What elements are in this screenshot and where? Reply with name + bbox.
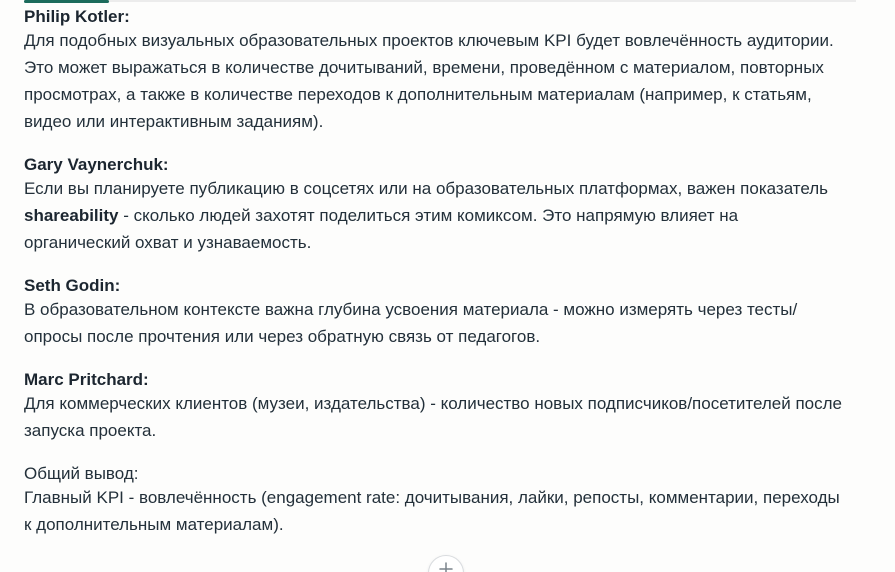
speaker-name: Marc Pritchard: bbox=[24, 370, 149, 389]
text-segment: - сколько людей захотят поделиться этим комиксом. Это напрямую влияет на органический охват и узнаваемость. bbox=[24, 206, 739, 252]
top-divider bbox=[24, 0, 856, 2]
conclusion-label: Общий вывод: bbox=[24, 464, 139, 483]
speaker-name: Philip Kotler: bbox=[24, 7, 130, 26]
expert-block-kotler bbox=[24, 6, 844, 135]
speaker-text: В образовательном контексте важна глубина усвоения материала - можно измерять через тесты/опросы после прочтения или через обратную связь от педагогов. bbox=[24, 300, 798, 346]
speaker-name: Gary Vaynerchuk: bbox=[24, 155, 169, 174]
conclusion-block bbox=[24, 463, 844, 538]
expert-block-pritchard bbox=[24, 369, 844, 444]
speaker-text: Для коммерческих клиентов (музеи, издательства) - количество новых подписчиков/посетителей после запуска проекта. bbox=[24, 394, 842, 440]
top-accent-bar bbox=[24, 0, 109, 3]
bold-term: shareability bbox=[24, 206, 119, 225]
speaker-text: Для подобных визуальных образовательных проектов ключевым KPI будет вовлечённость аудитории. Это может выражаться в количестве дочитываний, времени, проведённом с материалом, повторных просмотрах, а также в количестве переходов к дополнительным материалам (например, к статьям, видео или интерактивным заданиям). bbox=[24, 31, 834, 131]
text-segment: Если вы планируете публикацию в соцсетях или на образовательных платформах, важен показатель bbox=[24, 179, 829, 198]
plus-icon bbox=[439, 562, 453, 572]
speaker-name: Seth Godin: bbox=[24, 276, 121, 295]
speaker-text bbox=[24, 175, 844, 256]
expert-block-godin bbox=[24, 275, 844, 350]
expert-block-vaynerchuk bbox=[24, 154, 844, 256]
scroll-down-button[interactable] bbox=[428, 555, 464, 572]
chat-message-content bbox=[24, 6, 844, 557]
conclusion-text: Главный KPI - вовлечённость (engagement rate: дочитывания, лайки, репосты, комментарии, переходы к дополнительным материалам). bbox=[24, 488, 840, 534]
